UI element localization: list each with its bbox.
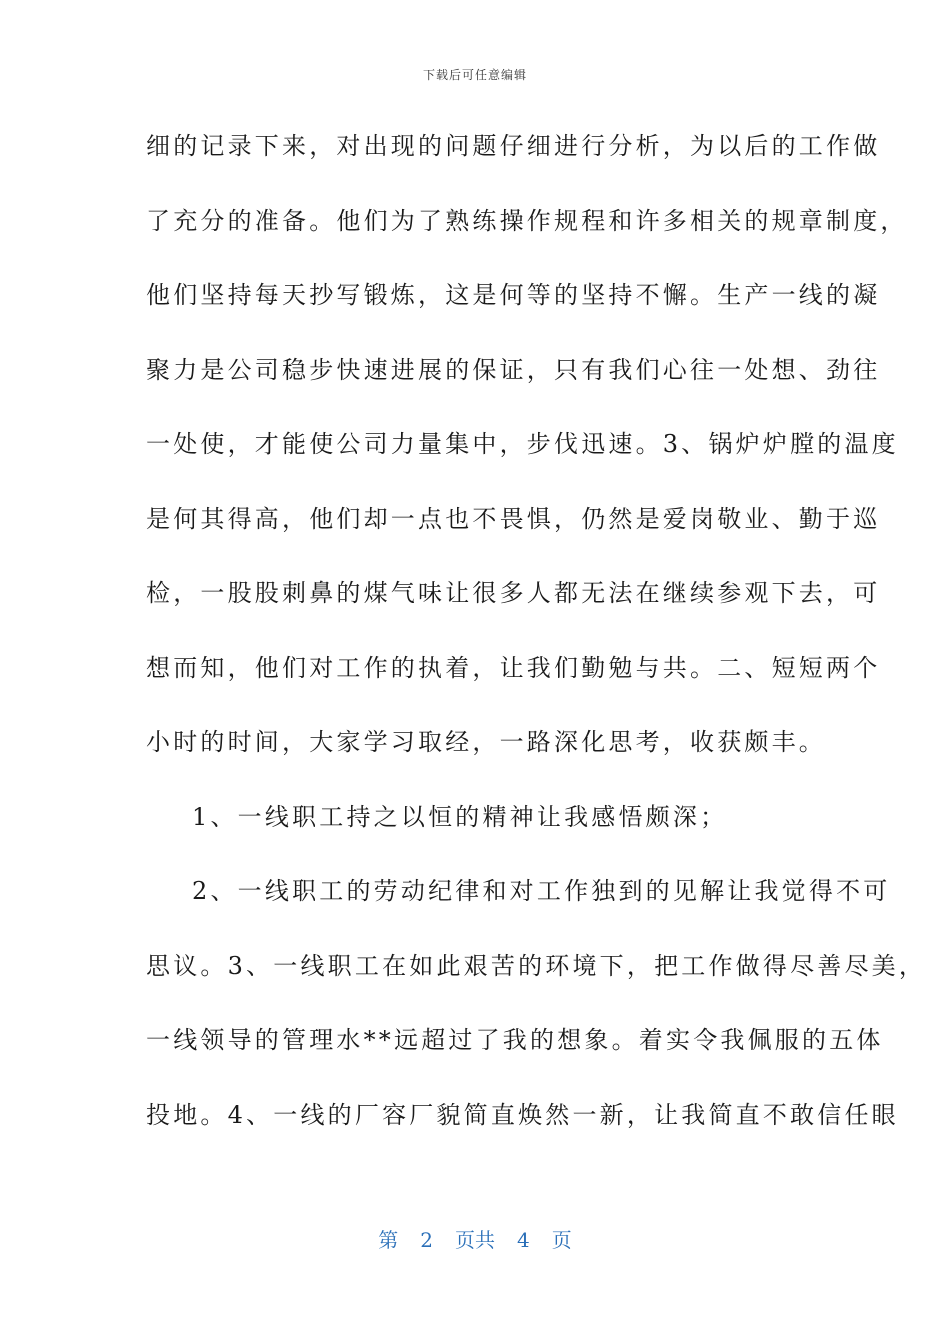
footer-prefix: 第 (378, 1228, 399, 1252)
body-line: 了充分的准备。他们为了熟练操作规程和许多相关的规章制度， (146, 206, 908, 235)
body-line-indented: 1、一线职工持之以恒的精神让我感悟颇深； (192, 802, 728, 831)
body-line: 检，一股股刺鼻的煤气味让很多人都无法在继续参观下去，可 (146, 579, 881, 607)
body-line: 是何其得高，他们却一点也不畏惧，仍然是爱岗敬业、勤于巡 (146, 504, 881, 533)
footer-middle: 页共 (455, 1228, 495, 1252)
body-line: 细的记录下来，对出现的问题仔细进行分析，为以后的工作做 (146, 132, 881, 160)
body-line: 聚力是公司稳步快速进展的保证，只有我们心往一处想、劲往 (146, 355, 881, 384)
footer-total-pages: 4 (517, 1228, 530, 1252)
page-number-footer (0, 1224, 950, 1253)
body-line: 他们坚持每天抄写锻炼，这是何等的坚持不懈。生产一线的凝 (146, 281, 881, 309)
page-header-note: 下载后可任意编辑 (422, 68, 527, 82)
body-line: 一线领导的管理水**远超过了我的想象。着实令我佩服的五体 (146, 1026, 884, 1054)
body-line: 思议。3、一线职工在如此艰苦的环境下，把工作做得尽善尽美， (146, 951, 927, 980)
body-line: 一处使，才能使公司力量集中，步伐迅速。3、锅炉炉膛的温度 (146, 430, 899, 458)
body-line: 小时的时间，大家学习取经，一路深化思考，收获颇丰。 (146, 728, 826, 756)
body-line-indented: 2、一线职工的劳动纪律和对工作独到的见解让我觉得不可 (192, 877, 891, 905)
footer-suffix: 页 (551, 1228, 572, 1252)
footer-current-page: 2 (420, 1228, 433, 1252)
document-body (146, 124, 927, 1167)
body-line: 想而知，他们对工作的执着，让我们勤勉与共。二、短短两个 (146, 653, 881, 682)
body-line: 投地。4、一线的厂容厂貌简直焕然一新，让我简直不敢信任眼 (146, 1100, 899, 1129)
